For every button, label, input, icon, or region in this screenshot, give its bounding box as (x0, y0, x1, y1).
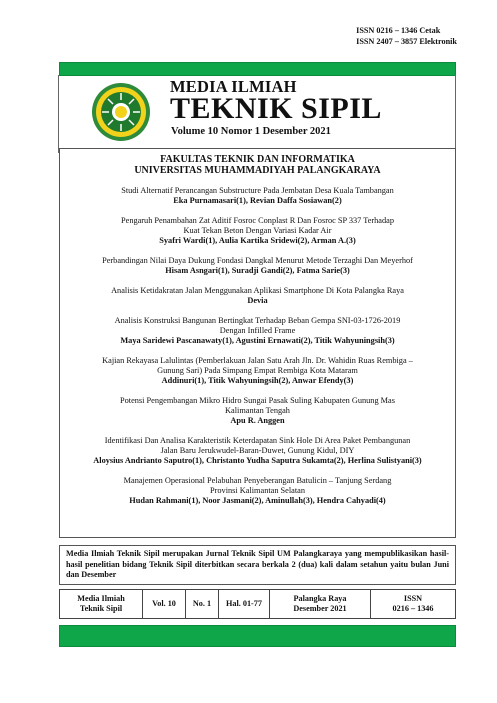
article-authors: Eka Purnamasari(1), Revian Daffa Sosiawan(2) (173, 196, 342, 205)
article-entry (72, 476, 443, 506)
info-volume: Vol. 10 (143, 590, 186, 619)
faculty-line2: UNIVERSITAS MUHAMMADIYAH PALANGKARAYA (134, 165, 381, 176)
article-title: Provinsi Kalimantan Selatan (210, 486, 305, 495)
article-authors: Aloysius Andrianto Saputro(1), Christanto Yudha Saputra Sukamta(2), Herlina Sulistyani(3) (93, 456, 422, 465)
university-logo-icon (91, 82, 151, 142)
info-pages: Hal. 01-77 (219, 590, 270, 619)
article-title: Kuat Tekan Beton Dengan Variasi Kadar Air (183, 226, 332, 235)
article-authors: Apu R. Anggen (230, 416, 285, 425)
article-authors: Syafri Wardi(1), Aulia Kartika Sridewi(2), Arman A.(3) (159, 236, 356, 245)
journal-description: Media Ilmiah Teknik Sipil merupakan Jurnal Teknik Sipil UM Palangkaraya yang mempublikasikan hasil-hasil penelitian bidang Teknik Sipil diterbitkan secara berkala 2 (dua) kali dalam setahun yaitu bulan Juni dan Desember (59, 545, 456, 585)
article-authors: Maya Saridewi Pascanawaty(1), Agustini Ernawati(2), Titik Wahyuningsih(3) (120, 336, 395, 345)
faculty-heading (60, 154, 455, 176)
article-title: Manajemen Operasional Pelabuhan Penyeberangan Batulicin – Tanjung Serdang (123, 476, 392, 485)
article-entry (72, 436, 443, 466)
article-title: Identifikasi Dan Analisa Karakteristik Keterdapatan Sink Hole Di Area Paket Pembangunan (104, 436, 411, 445)
journal-title-line2: TEKNIK SIPIL (170, 92, 382, 125)
publication-info-table (59, 589, 456, 619)
article-entry (72, 216, 443, 246)
article-entry (72, 286, 443, 306)
volume-issue: Volume 10 Nomor 1 Desember 2021 (171, 126, 331, 137)
article-title: Perbandingan Nilai Daya Dukung Fondasi Dangkal Menurut Metode Terzaghi Dan Meyerhof (102, 256, 413, 265)
article-title: Analisis Konstruksi Bangunan Bertingkat Terhadap Beban Gempa SNI-03-1726-2019 (114, 316, 401, 325)
article-entry (72, 316, 443, 346)
article-authors: Devia (247, 296, 268, 305)
info-issn: ISSN 0216 – 1346 (371, 590, 456, 619)
article-title: Gunung Sari) Pada Simpang Empat Rembiga Kota Mataram (157, 366, 358, 375)
article-title: Dengan Infilled Frame (219, 326, 296, 335)
article-title: Potensi Pengembangan Mikro Hidro Sungai Pasak Suling Kabupaten Gunung Mas (120, 396, 395, 405)
article-authors: Hudan Rahmani(1), Noor Jasmani(2), Aminullah(3), Hendra Cahyadi(4) (129, 496, 386, 505)
article-entry (72, 186, 443, 206)
issn-electronic: ISSN 2407 – 3857 Elektronik (356, 36, 457, 46)
bottom-green-bar (59, 625, 456, 647)
info-journal: Media Ilmiah Teknik Sipil (60, 590, 143, 619)
article-title: Studi Alternatif Perancangan Substructure Pada Jembatan Desa Kuala Tambangan (121, 186, 394, 195)
article-entry (72, 256, 443, 276)
article-list (60, 186, 455, 506)
issn-block (356, 26, 457, 47)
article-title: Analisis Ketidakratan Jalan Menggunakan Aplikasi Smartphone Di Kota Palangka Raya (111, 286, 404, 295)
info-place-date: Palangka Raya Desember 2021 (270, 590, 371, 619)
top-green-bar (59, 62, 456, 76)
journal-title-line1: MEDIA ILMIAH (170, 77, 297, 96)
article-authors: Addinuri(1), Titik Wahyuningsih(2), Anwar Efendy(3) (161, 376, 354, 385)
issn-print: ISSN 0216 – 1346 Cetak (356, 26, 441, 35)
info-number: No. 1 (186, 590, 219, 619)
article-entry (72, 396, 443, 426)
article-title: Pengaruh Penambahan Zat Aditif Fosroc Conplast R Dan Fosroc SP 337 Terhadap (121, 216, 394, 225)
article-title: Kalimantan Tengah (225, 406, 290, 415)
faculty-line1: FAKULTAS TEKNIK DAN INFORMATIKA (160, 154, 355, 165)
table-of-contents (59, 148, 456, 538)
article-entry (72, 356, 443, 386)
article-title: Jalan Baru Jerukwudel-Baran-Duwet, Gunung Kidul, DIY (160, 446, 355, 455)
article-authors: Hisam Asngari(1), Suradji Gandi(2), Fatma Sarie(3) (165, 266, 350, 275)
article-title: Kajian Rekayasa Lalulintas (Pemberlakuan Jalan Satu Arah Jln. Dr. Wahidin Ruas Rembiga – (102, 356, 413, 365)
